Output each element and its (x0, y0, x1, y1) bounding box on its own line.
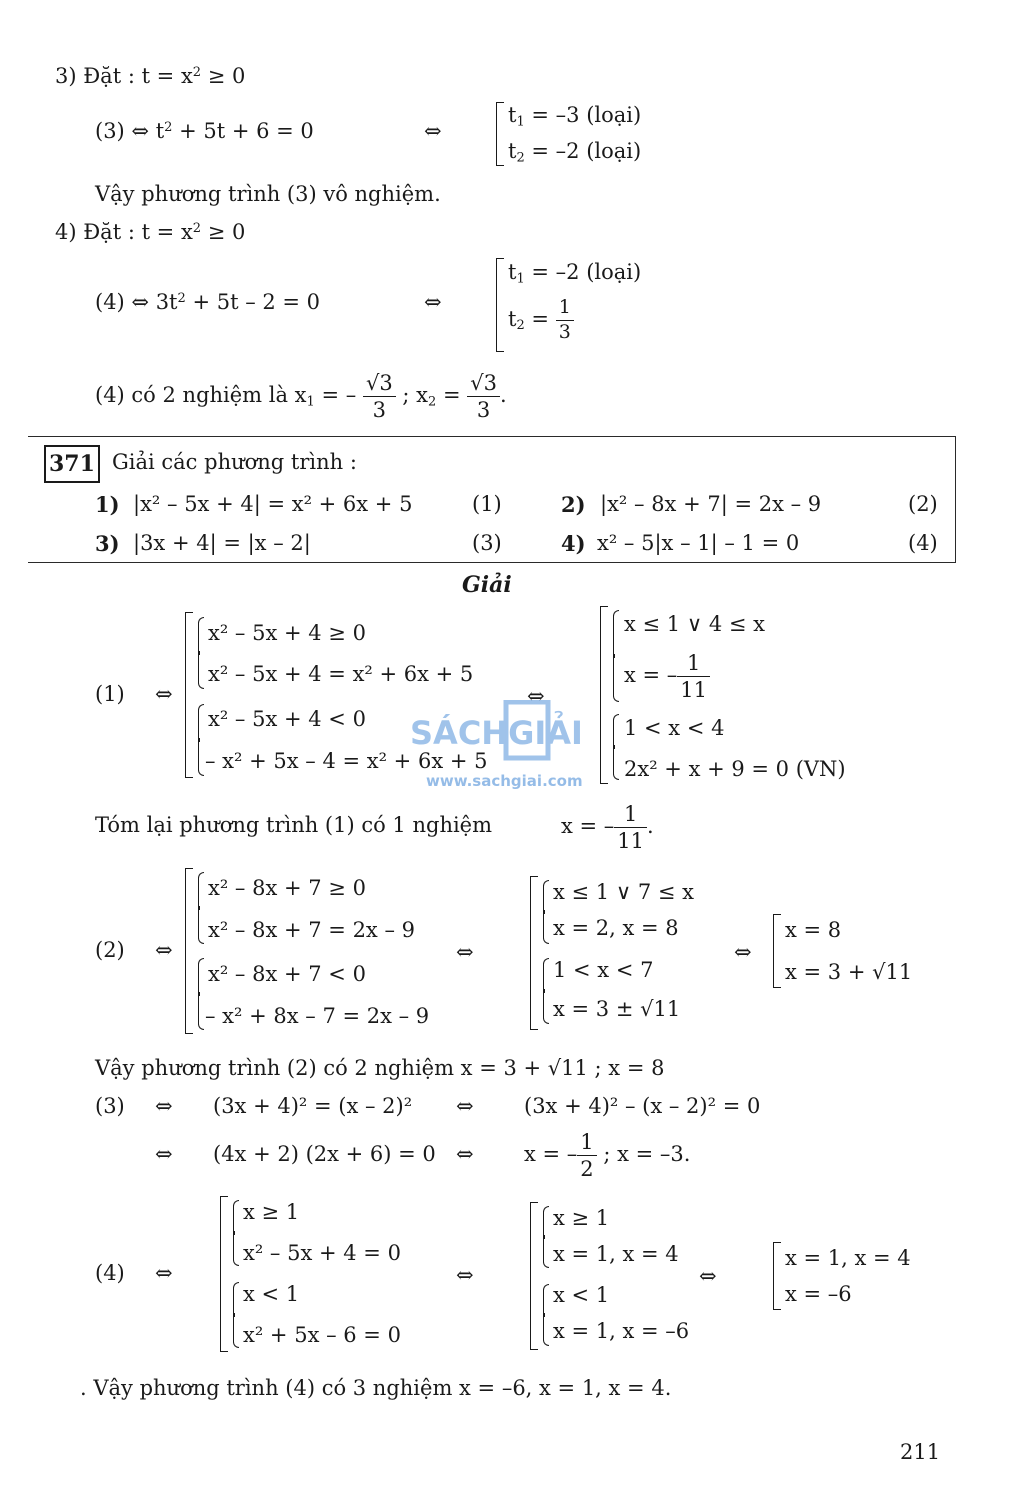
sol4-left-line-2: x² – 5x + 4 = 0 (243, 1241, 401, 1265)
problem-item-1-label: 1) (95, 492, 120, 517)
sol4-left-line-1: x ≥ 1 (243, 1200, 300, 1224)
problem-item-3-label: 3) (95, 531, 120, 556)
part3-equation: (3) ⇔ $t^2 + 5t + 6 = 0$ (95, 119, 314, 143)
problem-item-2-label: 2) (561, 492, 586, 517)
sol4-mid-line-2: x = 1, x = 4 (553, 1242, 679, 1266)
sol4-label: (4) (95, 1261, 125, 1285)
sol1-right-line-1: x ≤ 1 ∨ 4 ≤ x (624, 612, 766, 636)
problem-item-1-tag: (1) (472, 492, 502, 516)
problem-item-3-tag: (3) (472, 531, 502, 555)
sol4-mid-brace-2 (539, 1284, 548, 1346)
sol1-arrow: ⇔ (155, 682, 173, 706)
part4-conclusion: (4) có 2 nghiệm là $x_1$ = – $\frac{√3}{3}$ ; $x_2$ = $\frac{√3}{3}$ . (95, 371, 507, 423)
sol1-left-bracket (185, 612, 193, 778)
part3-heading: 3) Đặt : $t = x^2 \ge 0$ (55, 64, 246, 88)
sol2-mid-arrow: ⇔ (456, 940, 474, 964)
sol3-arrow-1: ⇔ (155, 1094, 173, 1118)
sol3-line-1: (3x + 4)² = (x – 2)² (213, 1094, 413, 1118)
sol4-mid-arrow: ⇔ (456, 1263, 474, 1287)
part4-root1: $t_1 = -2$ (loại) (508, 260, 642, 287)
part4-bracket (496, 258, 504, 352)
sol2-mid-line-1: x ≤ 1 ∨ 7 ≤ x (553, 880, 695, 904)
sol3-label: (3) (95, 1094, 125, 1118)
sol1-left-brace-1 (194, 617, 203, 689)
sol2-left-line-1: x² – 8x + 7 ≥ 0 (208, 876, 366, 900)
sol2-mid-brace-1 (539, 880, 548, 944)
sol2-right-bracket (773, 914, 781, 988)
sol2-mid-line-3: 1 < x < 7 (553, 958, 654, 982)
problem-item-4-tag: (4) (908, 531, 938, 555)
sol2-left-line-3: x² – 8x + 7 < 0 (208, 962, 366, 986)
sol4-mid-line-3: x < 1 (553, 1283, 610, 1307)
problem-number: 371 (44, 445, 100, 483)
sol1-right-line-2: x = – $\frac{1}{11}$ (624, 652, 710, 701)
sol1-left-line-1: x² – 5x + 4 ≥ 0 (208, 621, 366, 645)
watermark-logo (410, 700, 620, 780)
sol2-right-line-1: x = 8 (785, 918, 842, 942)
sol4-right-arrow: ⇔ (699, 1264, 717, 1288)
sol2-right-line-2: x = 3 + √11 (785, 960, 913, 984)
sol1-summary-value: x = – $\frac{1}{11}$ . (561, 802, 654, 854)
sol3-arrow-4: ⇔ (456, 1142, 474, 1166)
sol4-right-line-1: x = 1, x = 4 (785, 1246, 911, 1270)
part3-root1: $t_1 = -3$ (loại) (508, 103, 642, 130)
sol1-mid-arrow: ⇔ (527, 684, 545, 708)
part4-equation: (4) ⇔ $3t^2 + 5t - 2 = 0$ (95, 290, 321, 314)
sol1-left-brace-2 (194, 704, 203, 776)
problem-item-4-eq: x² – 5|x – 1| – 1 = 0 (597, 531, 800, 555)
sol2-arrow: ⇔ (155, 938, 173, 962)
part3-conclusion: Vậy phương trình (3) vô nghiệm. (95, 182, 441, 206)
sol4-right-line-2: x = –6 (785, 1282, 852, 1306)
sol2-summary: Vậy phương trình (2) có 2 nghiệm x = 3 + √11 ; x = 8 (95, 1056, 665, 1080)
sol3-line-2: (4x + 2) (2x + 6) = 0 (213, 1142, 436, 1166)
sol4-left-brace-2 (229, 1282, 238, 1348)
sol1-right-line-3: 1 < x < 4 (624, 716, 725, 740)
sol2-right-arrow: ⇔ (734, 940, 752, 964)
sol3-arrow-3: ⇔ (155, 1142, 173, 1166)
watermark-brand: SÁCHGIẢI (410, 714, 583, 752)
sol2-mid-bracket (530, 876, 538, 1030)
part3-equiv-arrow: ⇔ (424, 119, 442, 143)
sol1-left-line-4: – x² + 5x – 4 = x² + 6x + 5 (205, 749, 488, 773)
sol1-left-line-3: x² – 5x + 4 < 0 (208, 707, 366, 731)
sol4-right-bracket (773, 1242, 781, 1310)
problem-item-4-label: 4) (561, 531, 586, 556)
part4-root2: $t_2$ = $\frac{1}{3}$ (508, 298, 574, 343)
sol4-left-bracket (220, 1196, 228, 1352)
sol4-left-line-3: x < 1 (243, 1282, 300, 1306)
part4-equiv-arrow: ⇔ (424, 290, 442, 314)
sol4-left-brace-1 (229, 1200, 238, 1266)
sol2-left-line-2: x² – 8x + 7 = 2x – 9 (208, 918, 415, 942)
sol1-right-line-4: 2x² + x + 9 = 0 (VN) (624, 757, 846, 781)
sol2-mid-line-2: x = 2, x = 8 (553, 916, 679, 940)
sol2-left-line-4: – x² + 8x – 7 = 2x – 9 (205, 1004, 430, 1028)
problem-item-1-eq: |x² – 5x + 4| = x² + 6x + 5 (133, 492, 413, 516)
problem-item-2-tag: (2) (908, 492, 938, 516)
watermark-url: www.sachgiai.com (426, 772, 583, 790)
sol2-left-brace-1 (194, 872, 203, 944)
sol4-mid-bracket (530, 1202, 538, 1350)
part4-heading: 4) Đặt : $t = x^2 \ge 0$ (55, 220, 246, 244)
solution-heading: Giải (462, 572, 512, 598)
sol3-arrow-2: ⇔ (456, 1094, 474, 1118)
sol4-mid-brace-1 (539, 1206, 548, 1268)
sol2-mid-line-4: x = 3 ± √11 (553, 997, 681, 1021)
sol2-left-brace-2 (194, 958, 203, 1030)
problem-title: Giải các phương trình : (112, 450, 357, 474)
sol2-mid-brace-2 (539, 958, 548, 1024)
problem-item-2-eq: |x² – 8x + 7| = 2x – 9 (600, 492, 822, 516)
problem-item-3-eq: |3x + 4| = |x – 2| (133, 531, 311, 555)
sol4-summary: . Vậy phương trình (4) có 3 nghiệm x = –6, x = 1, x = 4. (80, 1376, 672, 1400)
sol4-mid-line-1: x ≥ 1 (553, 1206, 610, 1230)
sol3-line-2-solution: x = – $\frac{1}{2}$ ; x = –3. (524, 1130, 691, 1182)
sol4-arrow: ⇔ (155, 1261, 173, 1285)
sol4-mid-line-4: x = 1, x = –6 (553, 1319, 690, 1343)
sol1-left-line-2: x² – 5x + 4 = x² + 6x + 5 (208, 662, 474, 686)
part3-bracket (496, 102, 504, 166)
sol4-left-line-4: x² + 5x – 6 = 0 (243, 1323, 401, 1347)
part3-root2: $t_2 = -2$ (loại) (508, 139, 642, 166)
sol1-right-brace-1 (609, 610, 618, 702)
sol1-label: (1) (95, 682, 125, 706)
sol3-line-1b: (3x + 4)² – (x – 2)² = 0 (524, 1094, 761, 1118)
sol2-label: (2) (95, 938, 125, 962)
page-number: 211 (900, 1440, 941, 1464)
sol1-summary: Tóm lại phương trình (1) có 1 nghiệm (95, 813, 493, 837)
sol2-left-bracket (185, 868, 193, 1034)
